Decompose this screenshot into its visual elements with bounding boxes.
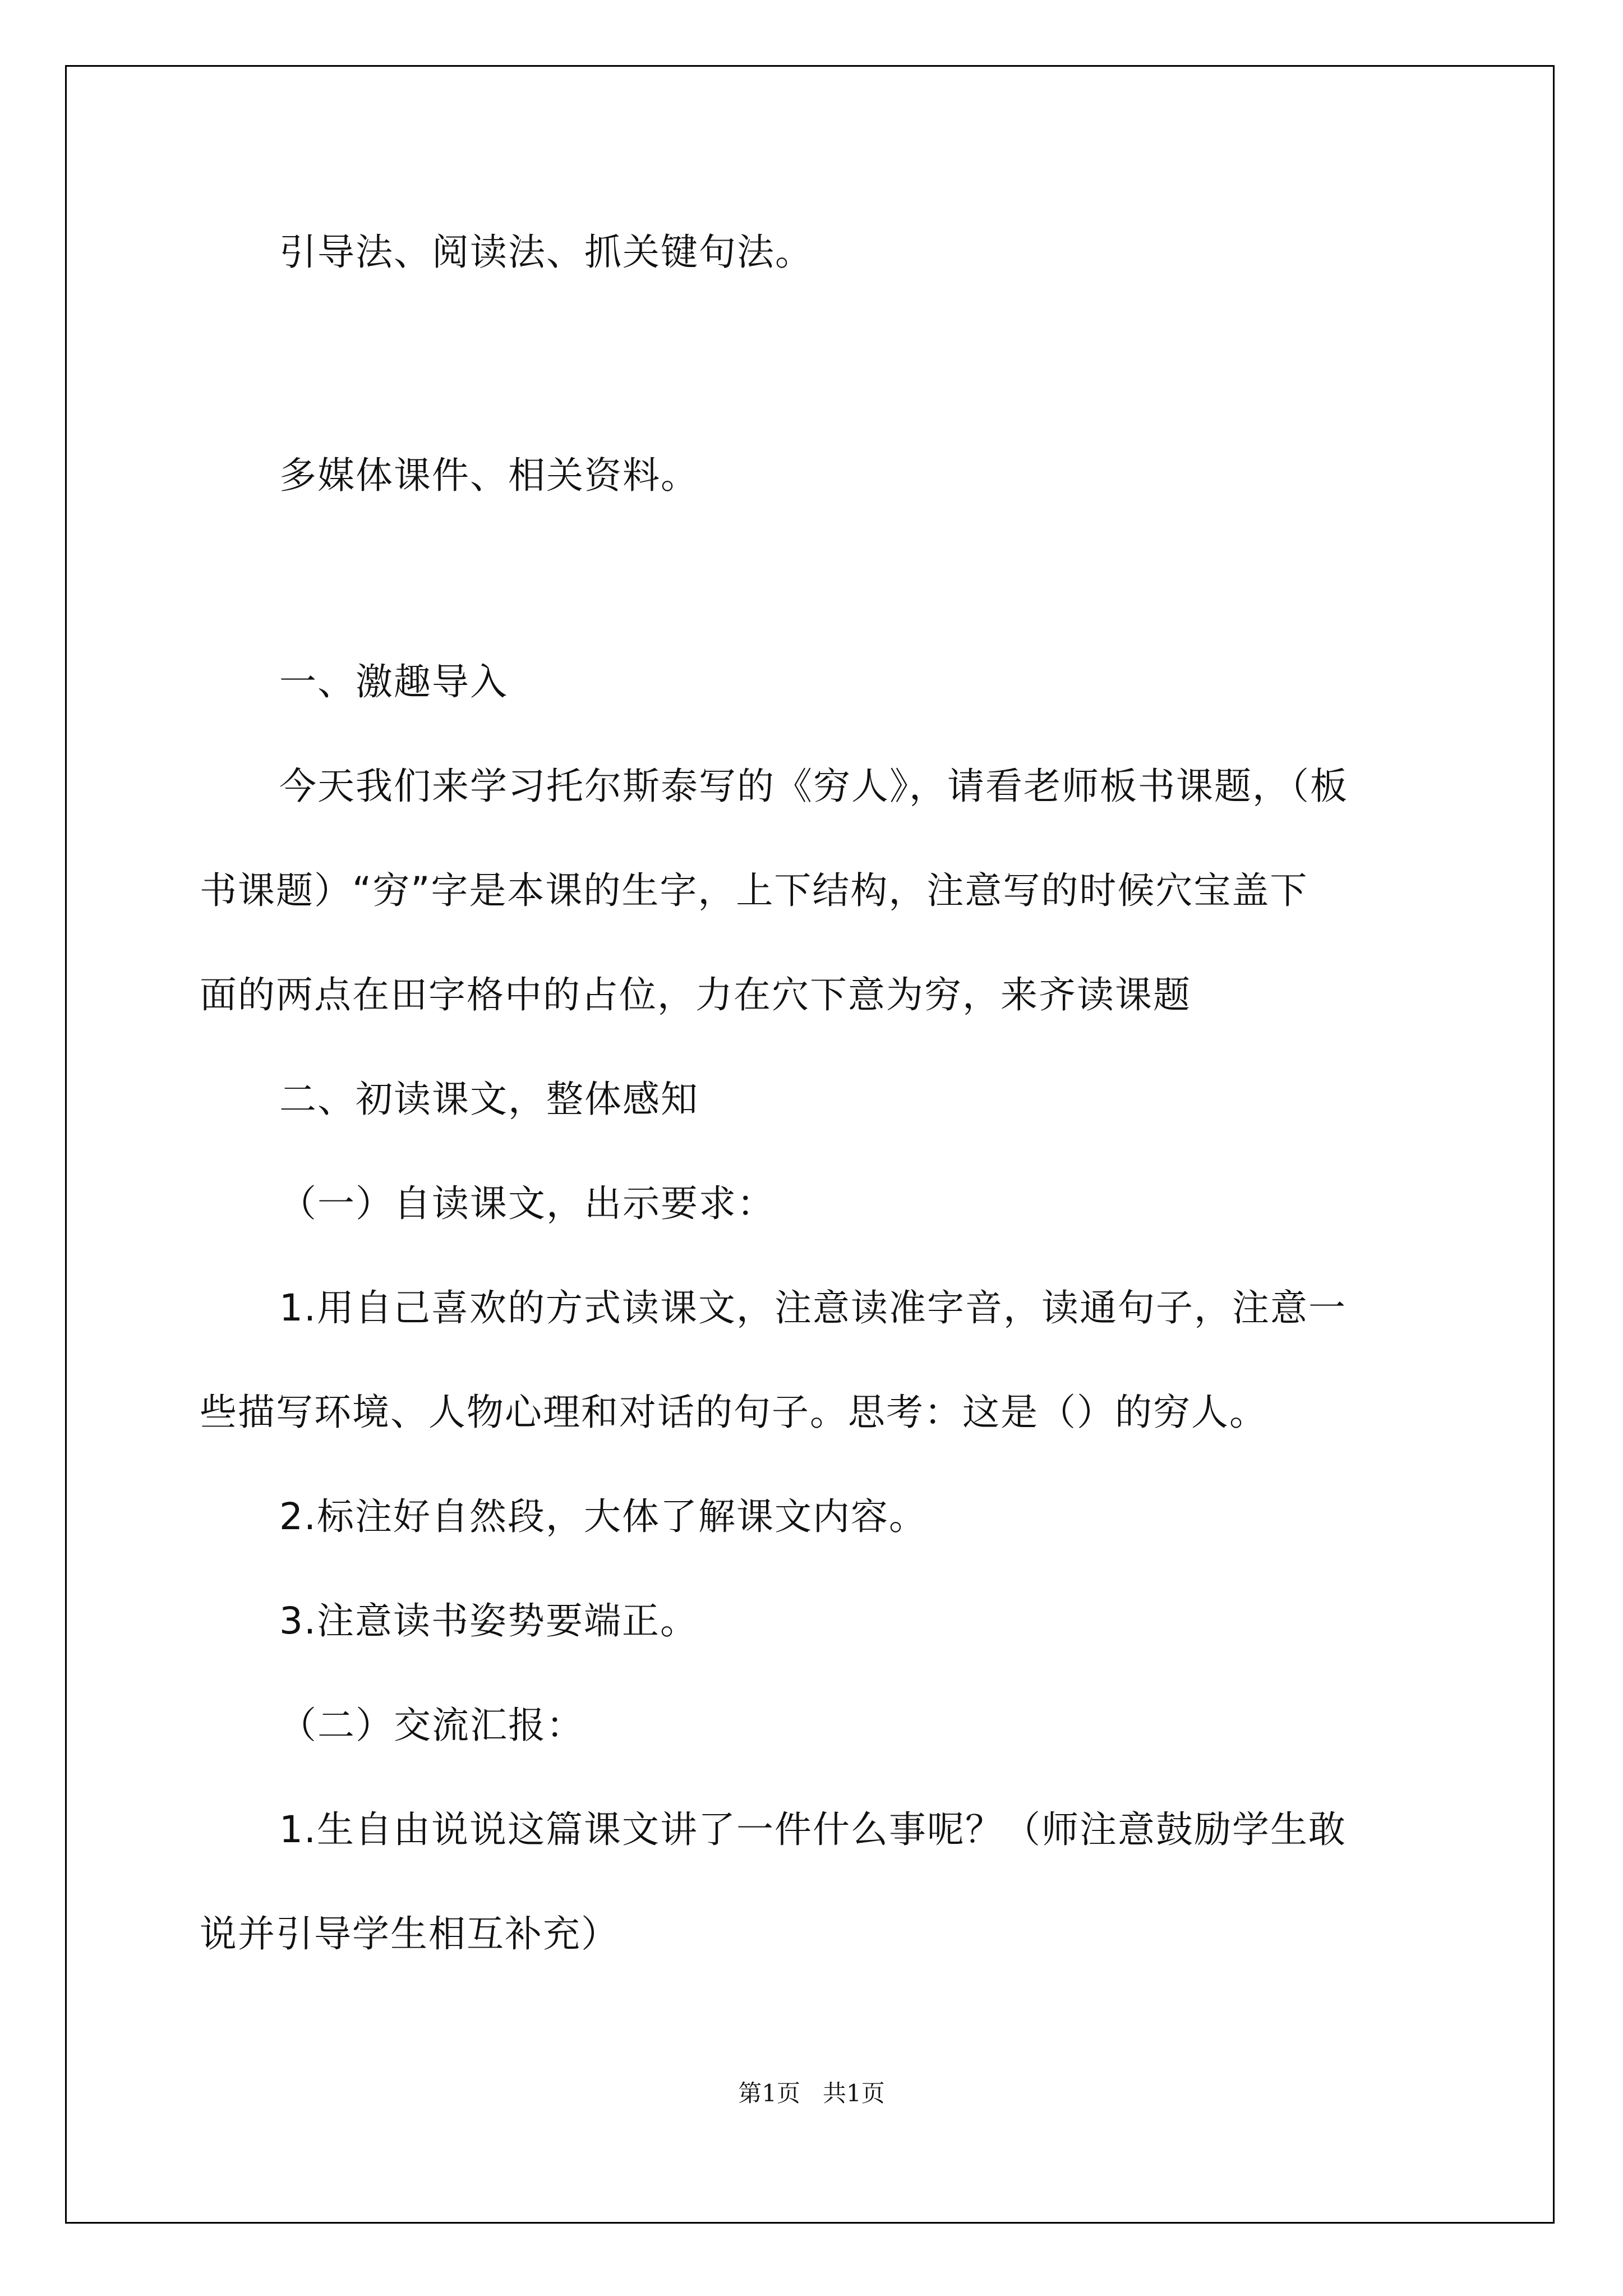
list-item-1-continued: 些描写环境、人物心理和对话的句子。思考：这是（）的穷人。	[200, 1391, 1267, 1434]
paragraph-line: 面的两点在田字格中的占位，力在穴下意为穷，来齐读课题	[200, 973, 1191, 1016]
method-line: 引导法、阅读法、抓关键句法。	[279, 231, 813, 274]
paragraph-line: 书课题）“穷”字是本课的生字，上下结构，注意写的时候穴宝盖下	[200, 869, 1308, 912]
list-item-2: 2.标注好自然段，大体了解课文内容。	[279, 1495, 927, 1538]
page-footer: 第1页 共1页	[738, 2079, 885, 2107]
section-heading-2: 二、初读课文，整体感知	[279, 1078, 699, 1121]
list-item-1: 1.用自己喜欢的方式读课文，注意读准字音，读通句子，注意一	[279, 1286, 1347, 1329]
paragraph-line: 今天我们来学习托尔斯泰写的《穷人》，请看老师板书课题，（板	[279, 765, 1348, 808]
list-item-4-continued: 说并引导学生相互补充）	[200, 1912, 619, 1955]
list-item-3: 3.注意读书姿势要端正。	[279, 1599, 698, 1642]
page-border	[65, 65, 1555, 2224]
section-heading-1: 一、激趣导入	[279, 660, 508, 703]
subsection-heading-2: （二）交流汇报：	[279, 1704, 584, 1747]
subsection-heading-1: （一）自读课文，出示要求：	[279, 1182, 775, 1225]
materials-line: 多媒体课件、相关资料。	[279, 454, 699, 497]
list-item-4: 1.生自由说说这篇课文讲了一件什么事呢？（师注意鼓励学生敢	[279, 1808, 1347, 1851]
